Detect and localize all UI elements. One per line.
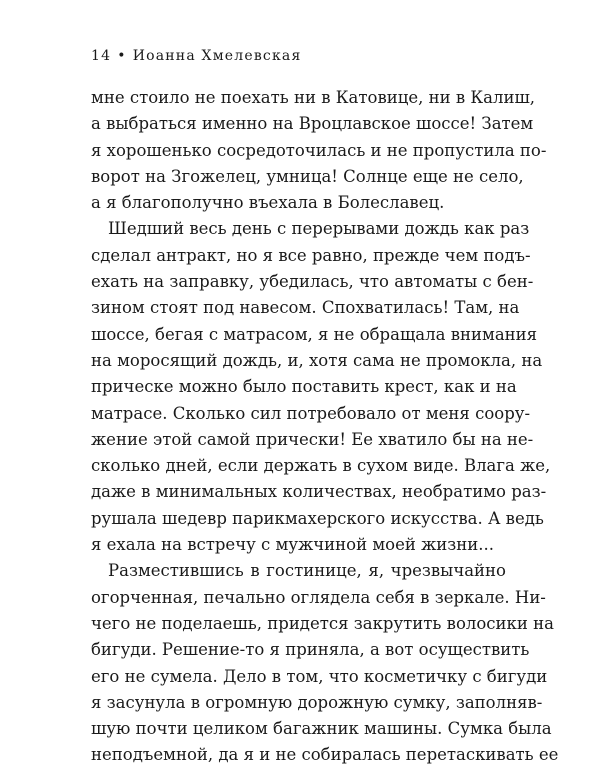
text-line: ворот на Згожелец, умница! Солнце еще не село,: [91, 166, 524, 186]
text-line: рушала шедевр парикмахерского искусства. А ведь: [91, 508, 544, 528]
text-line: а выбраться именно на Вроцлавское шоссе! Затем: [91, 114, 534, 134]
text-line: даже в минимальных количествах, необратимо раз-: [91, 482, 547, 502]
body-text: [91, 85, 559, 769]
paragraph: [91, 216, 551, 558]
text-line: я хорошенько сосредоточилась и не пропустила по-: [91, 140, 547, 160]
page-number: 14: [91, 48, 112, 64]
text-line: чего не поделаешь, придется закрутить волосики на: [91, 613, 554, 633]
text-line: неподъемной, да я и не собиралась перетаскивать ее: [91, 745, 559, 765]
paragraph: [91, 85, 547, 216]
text-line: Разместившись в гостинице, я, чрезвычайно: [108, 561, 506, 581]
header-separator: •: [117, 48, 127, 64]
text-line: жение этой самой прически! Ее хватило бы на не-: [91, 429, 534, 449]
running-head: [91, 48, 302, 64]
text-line: на моросящий дождь, и, хотя сама не промокла, на: [91, 350, 543, 370]
text-line: сделал антракт, но я все равно, прежде чем подъ-: [91, 245, 531, 265]
text-line: его не сумела. Дело в том, что косметичку с бигуди: [91, 666, 548, 686]
text-line: а я благополучно въехала в Болеславец.: [91, 193, 445, 213]
author-name: Иоанна Хмелевская: [132, 48, 302, 64]
text-line: шоссе, бегая с матрасом, я не обращала внимания: [91, 324, 538, 344]
text-line: я засунула в огромную дорожную сумку, заполняв-: [91, 692, 543, 712]
text-line: прическе можно было поставить крест, как и на: [91, 377, 517, 397]
text-line: я ехала на встречу с мужчиной моей жизни...: [91, 535, 495, 555]
text-line: шую почти целиком багажник машины. Сумка была: [91, 719, 552, 739]
text-line: зином стоят под навесом. Спохватилась! Там, на: [91, 298, 520, 318]
text-line: ехать на заправку, убедилась, что автоматы с бен-: [91, 272, 534, 292]
paragraph: [91, 558, 559, 768]
text-line: огорченная, печально оглядела себя в зеркале. Ни-: [91, 587, 546, 607]
text-line: Шедший весь день с перерывами дождь как раз: [108, 219, 530, 239]
text-line: бигуди. Решение-то я приняла, а вот осуществить: [91, 640, 530, 660]
text-line: сколько дней, если держать в сухом виде. Влага же,: [91, 456, 551, 476]
text-line: матрасе. Сколько сил потребовало от меня соору-: [91, 403, 531, 423]
text-line: мне стоило не поехать ни в Катовице, ни в Калиш,: [91, 88, 536, 107]
